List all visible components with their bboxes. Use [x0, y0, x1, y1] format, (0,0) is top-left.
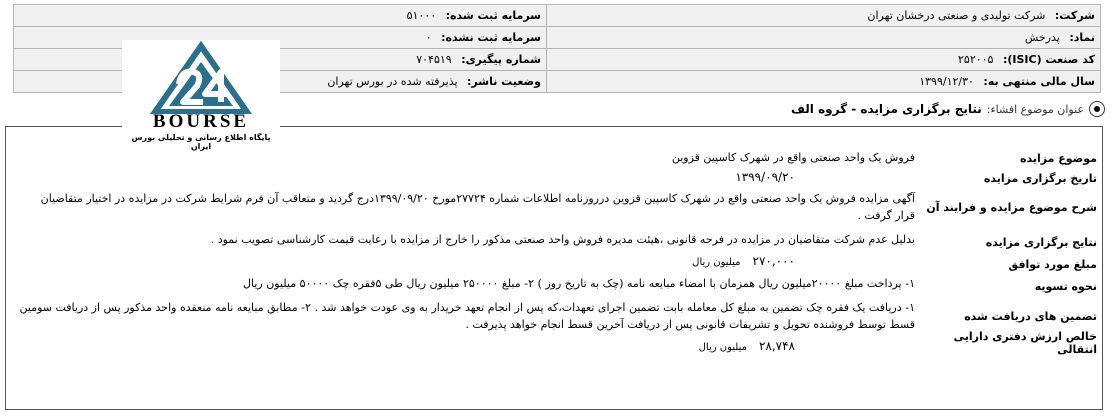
detail-key: خالص ارزش دفتری دارایی انتقالی — [953, 330, 1097, 356]
detail-value-wrap — [11, 338, 915, 356]
isic-label: کد صنعت (ISIC): — [1002, 53, 1095, 66]
fiscal-year-cell — [547, 71, 1101, 93]
detail-row-description — [11, 190, 1097, 226]
detail-value: ۱۳۹۹/۰۹/۲۰ — [735, 170, 795, 184]
auction-details-panel — [5, 126, 1103, 410]
symbol-value: پدرخش — [1024, 31, 1060, 44]
disclosure-subject — [791, 98, 1105, 120]
unregistered-capital-cell — [14, 27, 547, 49]
detail-row-amount — [11, 253, 1097, 273]
detail-row-date — [11, 169, 1097, 187]
detail-row-results — [11, 231, 1097, 251]
radio-dot-icon — [1089, 101, 1105, 117]
tracking-value: ۷۰۴۵۱۹ — [416, 53, 452, 66]
bourse-logo-mark-icon — [145, 40, 257, 114]
detail-key: موضوع مزایده — [1020, 152, 1097, 165]
detail-key: شرح موضوع مزایده و فرایند آن — [926, 200, 1097, 214]
publisher-status-label: وضعیت ناشر: — [467, 75, 541, 88]
logo-word: BOURSE — [152, 111, 250, 132]
detail-key: مبلغ مورد توافق — [1008, 258, 1097, 271]
subject-label: عنوان موضوع افشاء: — [986, 102, 1084, 116]
detail-value: آگهی مزایده فروش یک واحد صنعتی واقع در شهرک کاسپین قزوین درروزنامه اطلاعات شماره ۲۷۷۲۴مورخ ۱۳۹۹/۰۹/۲۰درج گردید و متعاقب آن فرم شرایط شرکت در مزایده در اختیار متقاضیان قرار گرفت . — [40, 192, 915, 222]
isic-cell — [547, 49, 1101, 71]
company-label: شرکت: — [1054, 9, 1095, 22]
isic-value: ۲۵۲۰۰۵ — [958, 53, 994, 66]
detail-row-settlement — [11, 275, 1097, 295]
publisher-status-value: پذیرفته شده در بورس تهران — [327, 75, 458, 88]
detail-value-wrap — [11, 253, 915, 271]
detail-value: ۱- پرداخت مبلغ ۲۰۰۰۰میلیون ریال همزمان با امضاء مبایعه نامه (چک به تاریخ روز ) ۲- مبلغ ۲۵۰۰۰۰ میلیون ریال طی ۵فقره چک ۵۰۰۰۰ میلیون ریال — [243, 277, 915, 290]
logo-subtitle: پایگاه اطلاع رسانی و تحلیلی بورس ایران — [131, 133, 271, 151]
publisher-status-cell — [14, 71, 547, 93]
detail-key: تضمین های دریافت شده — [964, 309, 1097, 323]
info-row-1 — [14, 5, 1101, 27]
tracking-label: شماره پیگیری: — [461, 53, 541, 66]
company-cell — [547, 5, 1101, 27]
bourse-logo — [122, 40, 280, 152]
company-value: شرکت تولیدی و صنعتی درخشان تهران — [867, 9, 1046, 22]
book-value: ۲۸,۷۴۸ — [758, 339, 795, 353]
symbol-label: نماد: — [1069, 31, 1095, 44]
registered-capital-value: ۵۱۰۰۰ — [406, 9, 437, 22]
unregistered-capital-value: ۰ — [425, 31, 432, 44]
detail-value: بدلیل عدم شرکت متقاضیان در مزایده در فرجه قانونی ،هیئت مدیره فروش واحد صنعتی مذکور را خارج از مزایده با رعایت قیمت کارشناسی تصویب نمود . — [210, 233, 915, 246]
registered-capital-label: سرمایه ثبت شده: — [445, 9, 541, 22]
book-value-unit: میلیون ریال — [698, 342, 747, 353]
registered-capital-cell — [14, 5, 547, 27]
detail-value-wrap — [11, 169, 915, 186]
subject-title: نتایج برگزاری مزایده - گروه الف — [790, 102, 982, 116]
symbol-cell — [547, 27, 1101, 49]
detail-row-book-value — [11, 330, 1097, 358]
amount-value: ۲۷۰,۰۰۰ — [752, 254, 795, 268]
fiscal-year-value: ۱۳۹۹/۱۲/۳۰ — [919, 75, 974, 88]
amount-unit: میلیون ریال — [692, 257, 741, 268]
details-list — [11, 149, 1097, 358]
unregistered-capital-label: سرمایه ثبت نشده: — [441, 31, 541, 44]
tracking-cell — [14, 49, 547, 71]
detail-value: ۱- دریافت یک فقره چک تضمین به مبلغ کل معامله بابت تضمین اجرای تعهدات،که پس از انجام تعهد خریدار به وی عودت خواهد شد . ۲- مطابق مبایعه نامه منعقده واحد مذکور پس از دریافت سومین قسط توسط فروشنده تحویل و تشریفات قانونی پس از دریافت آخرین قسط انجام خواهد پذیرفت . — [19, 301, 915, 331]
detail-value: فروش یک واحد صنعتی واقع در شهرک کاسپین قزوین — [671, 151, 915, 164]
detail-key: تاریخ برگزاری مزایده — [983, 172, 1097, 185]
fiscal-year-label: سال مالی منتهی به: — [983, 75, 1095, 88]
detail-key: نحوه تسویه — [1034, 280, 1097, 293]
detail-key: نتایج برگزاری مزایده — [985, 236, 1097, 249]
